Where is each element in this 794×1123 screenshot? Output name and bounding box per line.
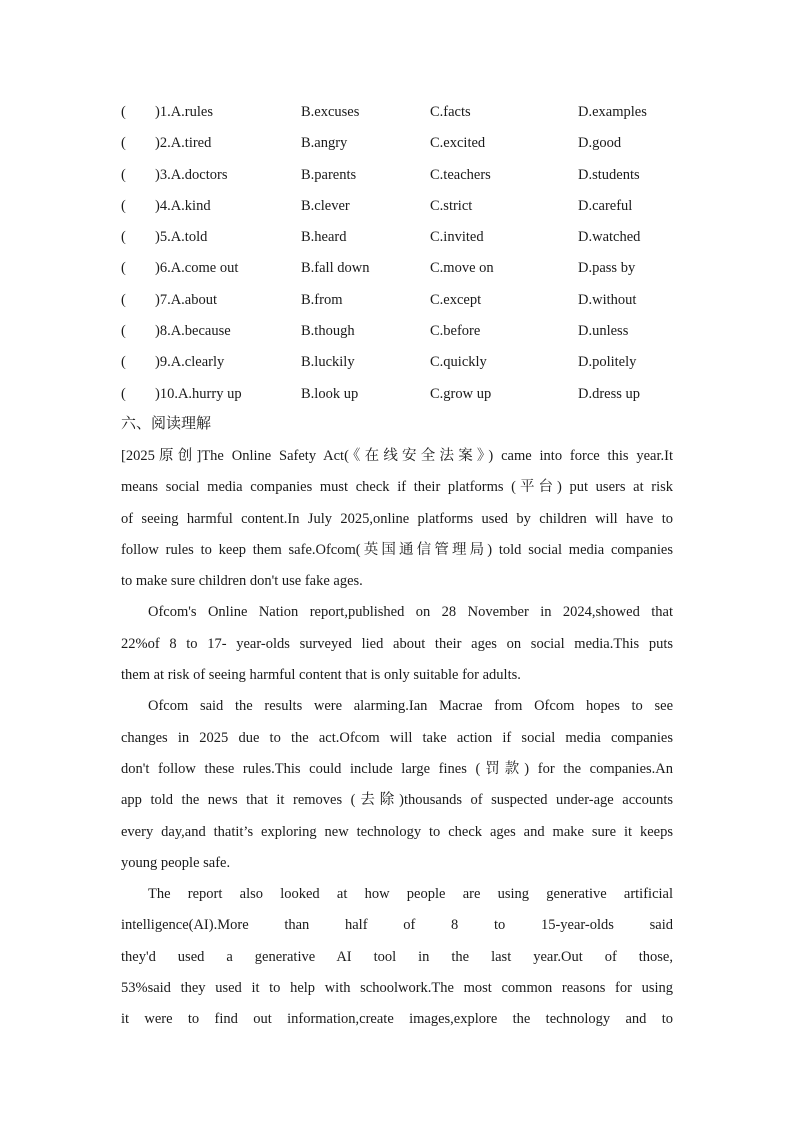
answer-blank: (	[121, 291, 126, 308]
option-a: )10.A.hurry up	[155, 385, 242, 402]
option-d: D.students	[578, 166, 640, 183]
option-a: )3.A.doctors	[155, 166, 228, 183]
answer-blank: (	[121, 260, 126, 277]
option-d: D.unless	[578, 323, 629, 340]
option-a: )1.A.rules	[155, 104, 213, 120]
option-a: )4.A.kind	[155, 197, 211, 214]
option-c: C.invited	[430, 229, 484, 246]
option-c: C.move on	[430, 260, 494, 277]
option-a: )2.A.tired	[155, 135, 212, 152]
passage-line: changes in 2025 due to the act.Ofcom will take action if social media companies	[121, 729, 673, 746]
option-b: B.from	[301, 291, 343, 308]
answer-blank: (	[121, 104, 126, 120]
answer-blank: (	[121, 166, 126, 183]
option-a: )8.A.because	[155, 323, 231, 340]
option-b: B.look up	[301, 385, 359, 402]
cloze-options-list	[121, 101, 681, 414]
option-c: C.strict	[430, 197, 473, 214]
passage-line: every day,and thatit’s exploring new technology to check ages and make sure it keeps	[121, 823, 673, 840]
passage-line: them at risk of seeing harmful content that is only suitable for adults.	[121, 667, 521, 684]
option-d: D.watched	[578, 229, 641, 246]
question-row	[121, 289, 681, 320]
passage-line: 22%of 8 to 17- year-olds surveyed lied about their ages on social media.This puts	[121, 635, 673, 652]
answer-blank: (	[121, 323, 126, 340]
answer-blank: (	[121, 197, 126, 214]
question-row	[121, 351, 681, 382]
passage-line: Ofcom's Online Nation report,published on 28 November in 2024,showed that	[148, 604, 673, 621]
option-c: C.before	[430, 323, 481, 340]
passage-line: intelligence(AI).More than half of 8 to 15-year-olds said	[121, 917, 673, 934]
option-c: C.quickly	[430, 354, 487, 371]
passage-line: it were to find out information,create images,explore the technology and to	[121, 1011, 673, 1028]
option-d: D.good	[578, 135, 622, 152]
passage-line: [2025原创]The Online Safety Act(《在线安全法案》) came into force this year.It	[121, 448, 673, 464]
question-row	[121, 226, 681, 257]
option-b: B.angry	[301, 135, 348, 152]
question-row	[121, 101, 681, 132]
option-d: D.careful	[578, 197, 633, 214]
passage-line: 53%said they used it to help with schoolwork.The most common reasons for using	[121, 980, 673, 997]
passage-line: means social media companies must check if their platforms (平台) put users at risk	[121, 479, 673, 496]
passage-line: they'd used a generative AI tool in the last year.Out of those,	[121, 948, 673, 965]
answer-blank: (	[121, 385, 126, 402]
reading-passage	[121, 445, 673, 1040]
passage-line: don't follow these rules.This could include large fines (罚款) for the companies.An	[121, 760, 673, 777]
passage-line: app told the news that it removes (去除)thousands of suspected under-age accounts	[121, 792, 673, 809]
option-c: C.excited	[430, 135, 486, 152]
question-row	[121, 257, 681, 288]
answer-blank: (	[121, 229, 126, 246]
question-row	[121, 383, 681, 414]
question-row	[121, 320, 681, 351]
option-b: B.clever	[301, 197, 350, 214]
option-d: D.examples	[578, 104, 647, 120]
option-b: B.parents	[301, 166, 357, 183]
option-d: D.pass by	[578, 260, 636, 277]
option-a: )5.A.told	[155, 229, 208, 246]
option-b: B.excuses	[301, 104, 360, 120]
option-a: )7.A.about	[155, 291, 218, 308]
passage-line: of seeing harmful content.In July 2025,online platforms used by children will have to	[121, 510, 673, 527]
question-row	[121, 195, 681, 226]
passage-line: to make sure children don't use fake ages.	[121, 573, 363, 590]
question-row	[121, 132, 681, 163]
option-d: D.politely	[578, 354, 637, 371]
option-b: B.heard	[301, 229, 347, 246]
option-b: B.fall down	[301, 260, 370, 277]
option-b: B.luckily	[301, 354, 355, 371]
passage-line: Ofcom said the results were alarming.Ian Macrae from Ofcom hopes to see	[148, 698, 673, 715]
option-c: C.teachers	[430, 166, 491, 183]
option-c: C.except	[430, 291, 482, 308]
option-a: )9.A.clearly	[155, 354, 225, 371]
passage-line: follow rules to keep them safe.Ofcom(英国通信管理局) told social media companies	[121, 541, 673, 558]
option-c: C.grow up	[430, 385, 492, 402]
option-d: D.without	[578, 291, 637, 308]
answer-blank: (	[121, 135, 126, 152]
passage-line: The report also looked at how people are using generative artificial	[148, 886, 673, 903]
question-row	[121, 164, 681, 195]
section-title: 六、阅读理解	[121, 414, 212, 432]
option-c: C.facts	[430, 104, 471, 120]
passage-line: young people safe.	[121, 854, 231, 871]
option-b: B.though	[301, 323, 355, 340]
option-d: D.dress up	[578, 385, 641, 402]
option-a: )6.A.come out	[155, 260, 239, 277]
answer-blank: (	[121, 354, 126, 371]
